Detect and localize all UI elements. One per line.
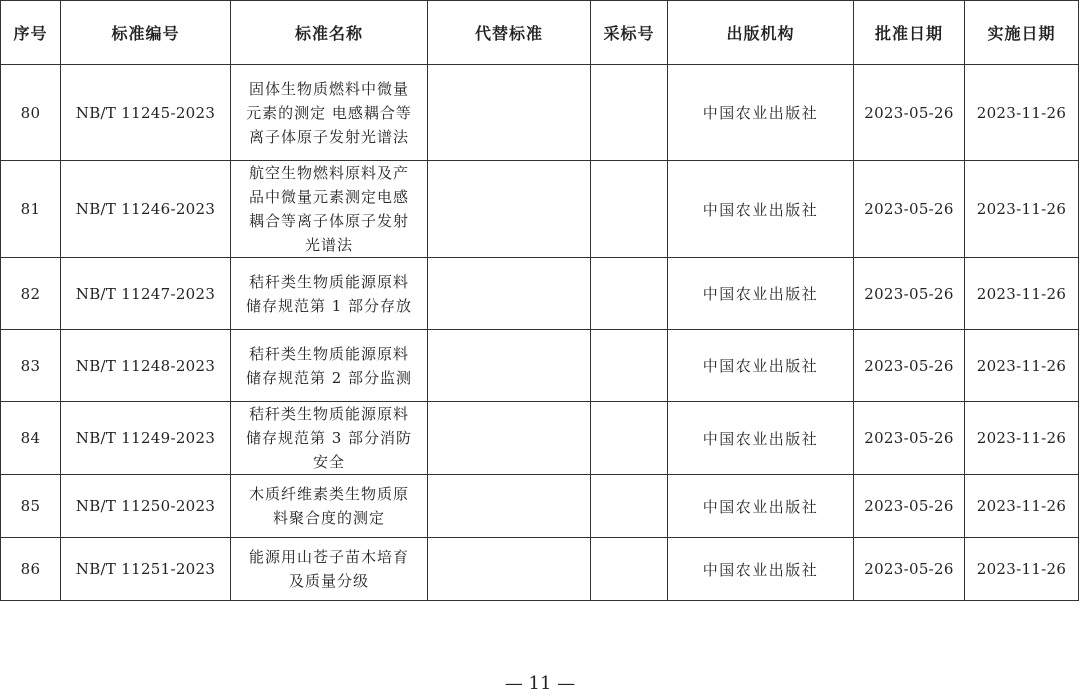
row-adopt: [591, 402, 668, 475]
row-name: 航空生物燃料原料及产品中微量元素测定电感耦合等离子体原子发射光谱法: [248, 164, 409, 254]
row-adopt: [591, 538, 668, 601]
row-implement-date: 2023-11-26: [965, 402, 1079, 475]
row-adopt: [591, 475, 668, 538]
row-name: 固体生物质燃料中微量元素的测定 电感耦合等离子体原子发射光谱法: [246, 79, 412, 146]
row-name-cell: [231, 538, 428, 601]
row-adopt: [591, 330, 668, 402]
row-implement-date: 2023-11-26: [965, 330, 1079, 402]
header-adopt: 采标号: [591, 1, 668, 65]
row-approve-date: 2023-05-26: [854, 258, 965, 330]
row-name-cell: [231, 161, 428, 258]
header-implement-date: 实施日期: [965, 1, 1079, 65]
row-code: NB/T 11246-2023: [61, 161, 231, 258]
row-replace: [428, 161, 591, 258]
row-code: NB/T 11250-2023: [61, 475, 231, 538]
row-name-cell: [231, 65, 428, 161]
row-publisher: 中国农业出版社: [668, 258, 854, 330]
row-name-cell: [231, 402, 428, 475]
header-approve-date: 批准日期: [854, 1, 965, 65]
row-approve-date: 2023-05-26: [854, 330, 965, 402]
row-approve-date: 2023-05-26: [854, 402, 965, 475]
header-name: 标准名称: [231, 1, 428, 65]
row-replace: [428, 475, 591, 538]
row-code: NB/T 11249-2023: [61, 402, 231, 475]
row-replace: [428, 402, 591, 475]
row-seq: 81: [1, 161, 61, 258]
table-header-row: [1, 1, 1079, 65]
row-code: NB/T 11251-2023: [61, 538, 231, 601]
row-publisher: 中国农业出版社: [668, 538, 854, 601]
row-approve-date: 2023-05-26: [854, 475, 965, 538]
row-publisher: 中国农业出版社: [668, 161, 854, 258]
row-name-cell: [231, 330, 428, 402]
row-implement-date: 2023-11-26: [965, 475, 1079, 538]
table-row: [1, 65, 1079, 161]
row-publisher: 中国农业出版社: [668, 65, 854, 161]
row-seq: 82: [1, 258, 61, 330]
row-replace: [428, 330, 591, 402]
page-number: — 11 —: [504, 673, 576, 694]
row-code: NB/T 11247-2023: [61, 258, 231, 330]
row-implement-date: 2023-11-26: [965, 538, 1079, 601]
row-name: 秸秆类生物质能源原料储存规范第 3 部分消防安全: [245, 405, 413, 471]
row-implement-date: 2023-11-26: [965, 258, 1079, 330]
row-seq: 80: [1, 65, 61, 161]
header-code: 标准编号: [61, 1, 231, 65]
header-seq: 序号: [1, 1, 61, 65]
row-replace: [428, 538, 591, 601]
row-seq: 84: [1, 402, 61, 475]
row-approve-date: 2023-05-26: [854, 538, 965, 601]
row-approve-date: 2023-05-26: [854, 161, 965, 258]
row-name-cell: [231, 475, 428, 538]
row-name: 秸秆类生物质能源原料储存规范第 1 部分存放: [245, 272, 413, 315]
header-publisher: 出版机构: [668, 1, 854, 65]
row-seq: 86: [1, 538, 61, 601]
row-name: 秸秆类生物质能源原料储存规范第 2 部分监测: [245, 344, 413, 387]
table-row: [1, 161, 1079, 258]
table-row: [1, 330, 1079, 402]
row-implement-date: 2023-11-26: [965, 65, 1079, 161]
row-seq: 85: [1, 475, 61, 538]
row-publisher: 中国农业出版社: [668, 330, 854, 402]
row-publisher: 中国农业出版社: [668, 402, 854, 475]
table-row: [1, 402, 1079, 475]
row-replace: [428, 65, 591, 161]
row-adopt: [591, 161, 668, 258]
row-publisher: 中国农业出版社: [668, 475, 854, 538]
header-replace: 代替标准: [428, 1, 591, 65]
row-replace: [428, 258, 591, 330]
row-code: NB/T 11245-2023: [61, 65, 231, 161]
table-row: [1, 258, 1079, 330]
row-name: 能源用山苍子苗木培育及质量分级: [248, 548, 409, 590]
table-row: [1, 475, 1079, 538]
row-code: NB/T 11248-2023: [61, 330, 231, 402]
row-seq: 83: [1, 330, 61, 402]
row-adopt: [591, 258, 668, 330]
row-name-cell: [231, 258, 428, 330]
table-row: [1, 538, 1079, 601]
row-approve-date: 2023-05-26: [854, 65, 965, 161]
row-name: 木质纤维素类生物质原料聚合度的测定: [248, 485, 409, 527]
row-implement-date: 2023-11-26: [965, 161, 1079, 258]
row-adopt: [591, 65, 668, 161]
